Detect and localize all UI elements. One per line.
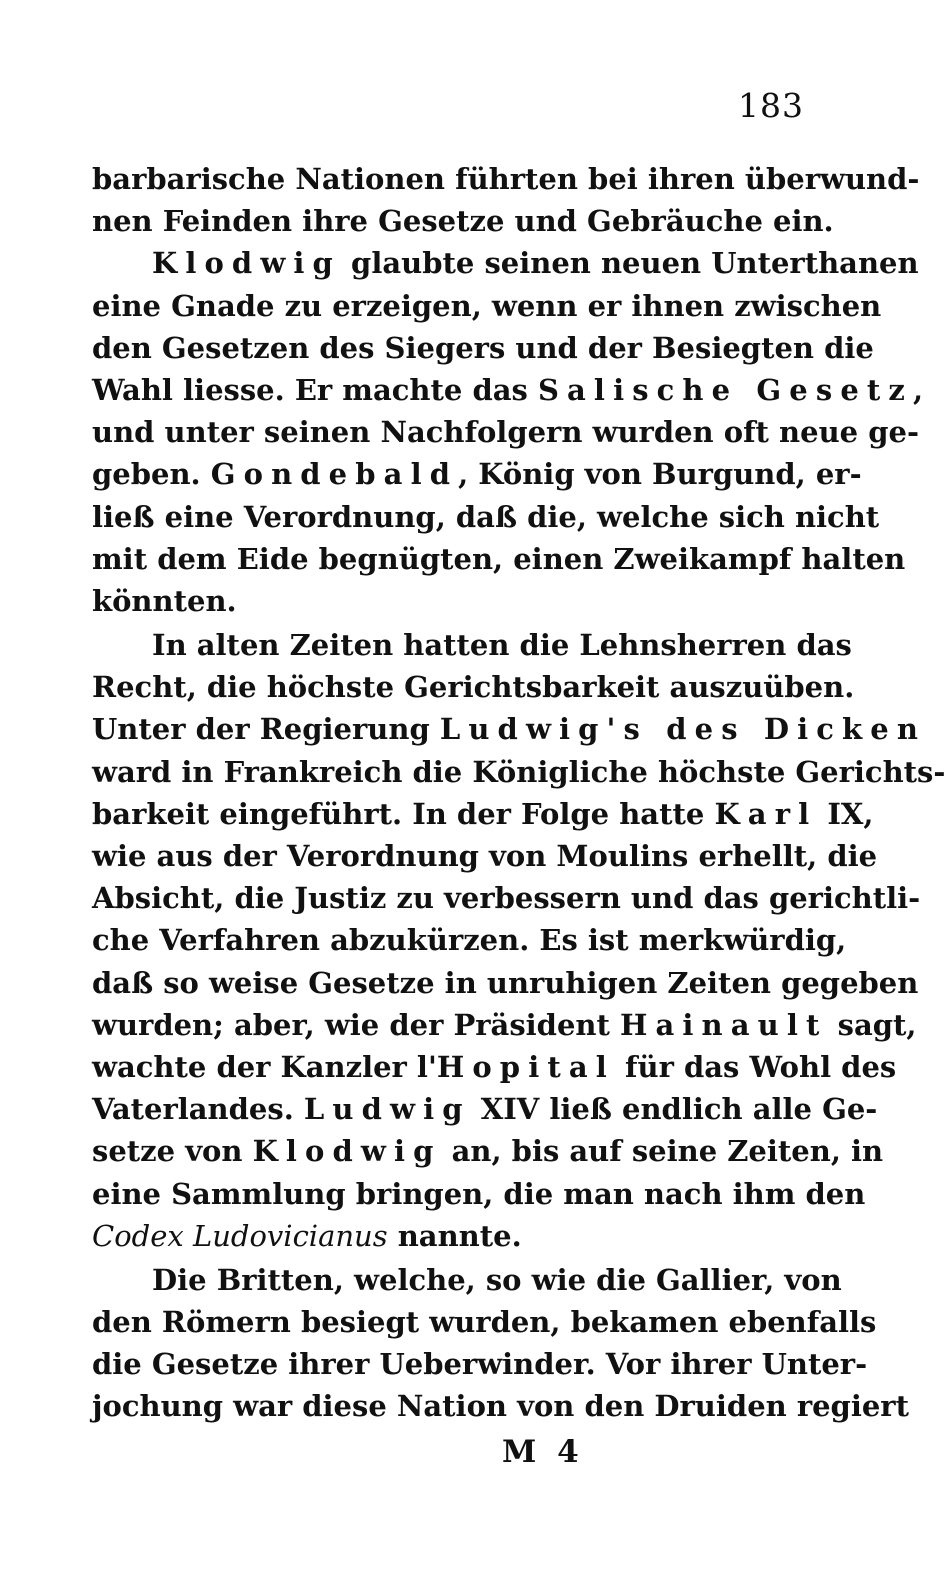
text-line: barkeit eingeführt. In der Folge hatte Karl IX, <box>92 796 874 831</box>
text-line: und unter seinen Nachfolgern wurden oft neue ge- <box>92 415 919 450</box>
spaced-name: Klodwig <box>152 246 341 281</box>
spaced-name: Ludwig <box>303 1092 471 1127</box>
text-line: geben. Gondebald, König von Burgund, er- <box>92 457 862 492</box>
text-line: die Gesetze ihrer Ueberwinder. Vor ihrer Unter- <box>92 1347 868 1382</box>
spaced-name: Salische Gesetz <box>537 372 913 407</box>
signature-mark: M 4 <box>502 1434 579 1470</box>
text-line: nen Feinden ihre Gesetze und Gebräuche ein. <box>92 204 834 239</box>
text-line: könnten. <box>92 583 237 618</box>
text-line: Klodwig glaubte seinen neuen Unterthanen <box>152 246 919 281</box>
spaced-name: Hopital <box>436 1049 615 1084</box>
spaced-name: Karl <box>714 796 818 831</box>
text-line: eine Sammlung bringen, die man nach ihm den <box>92 1176 866 1211</box>
text-line: ließ eine Verordnung, daß die, welche sich nicht <box>92 499 880 534</box>
text-line: eine Gnade zu erzeigen, wenn er ihnen zwischen <box>92 288 882 323</box>
text-line: Absicht, die Justiz zu verbessern und das gerichtli- <box>92 881 921 916</box>
text-line: Vaterlandes. Ludwig XIV ließ endlich alle Ge- <box>92 1092 878 1127</box>
text-line: Recht, die höchste Gerichtsbarkeit auszuüben. <box>92 670 855 705</box>
spaced-name: Gondebald <box>210 457 459 492</box>
page-number: 183 <box>738 86 804 125</box>
text-line: Wahl liesse. Er machte das Salische Gesetz, <box>92 372 924 407</box>
text-line: den Römern besiegt wurden, bekamen ebenfalls <box>92 1305 877 1340</box>
spaced-name: Klodwig <box>252 1134 442 1169</box>
latin-title: Codex Ludovicianus <box>92 1218 388 1253</box>
text-line: Unter der Regierung Ludwig's des Dicken <box>92 712 927 747</box>
text-line: In alten Zeiten hatten die Lehnsherren das <box>152 628 852 663</box>
text-line: Codex Ludovicianus nannte. <box>92 1218 522 1253</box>
text-line: wie aus der Verordnung von Moulins erhellt, die <box>92 839 878 873</box>
text-line: wurden; aber, wie der Präsident Hainault sagt, <box>92 1007 917 1042</box>
text-line: che Verfahren abzukürzen. Es ist merkwürdig, <box>92 923 847 958</box>
body-text <box>92 158 945 1428</box>
text-line: ward in Frankreich die Königliche höchste Gerichts- <box>92 754 945 789</box>
text-line: setze von Klodwig an, bis auf seine Zeiten, in <box>92 1134 884 1169</box>
spaced-name: Ludwig's des Dicken <box>439 712 927 747</box>
text-line: mit dem Eide begnügten, einen Zweikampf halten <box>92 541 906 576</box>
text-line: barbarische Nationen führten bei ihren überwund- <box>92 162 920 196</box>
text-line: den Gesetzen des Siegers und der Besiegten die <box>92 330 874 365</box>
spaced-name: Hainault <box>619 1007 828 1042</box>
text-line: jochung war diese Nation von den Druiden regiert <box>92 1389 909 1424</box>
text-line: daß so weise Gesetze in unruhigen Zeiten gegeben <box>92 965 919 1000</box>
text-line: wachte der Kanzler l'Hopital für das Wohl des <box>92 1049 897 1084</box>
text-line: Die Britten, welche, so wie die Gallier, von <box>152 1262 842 1297</box>
